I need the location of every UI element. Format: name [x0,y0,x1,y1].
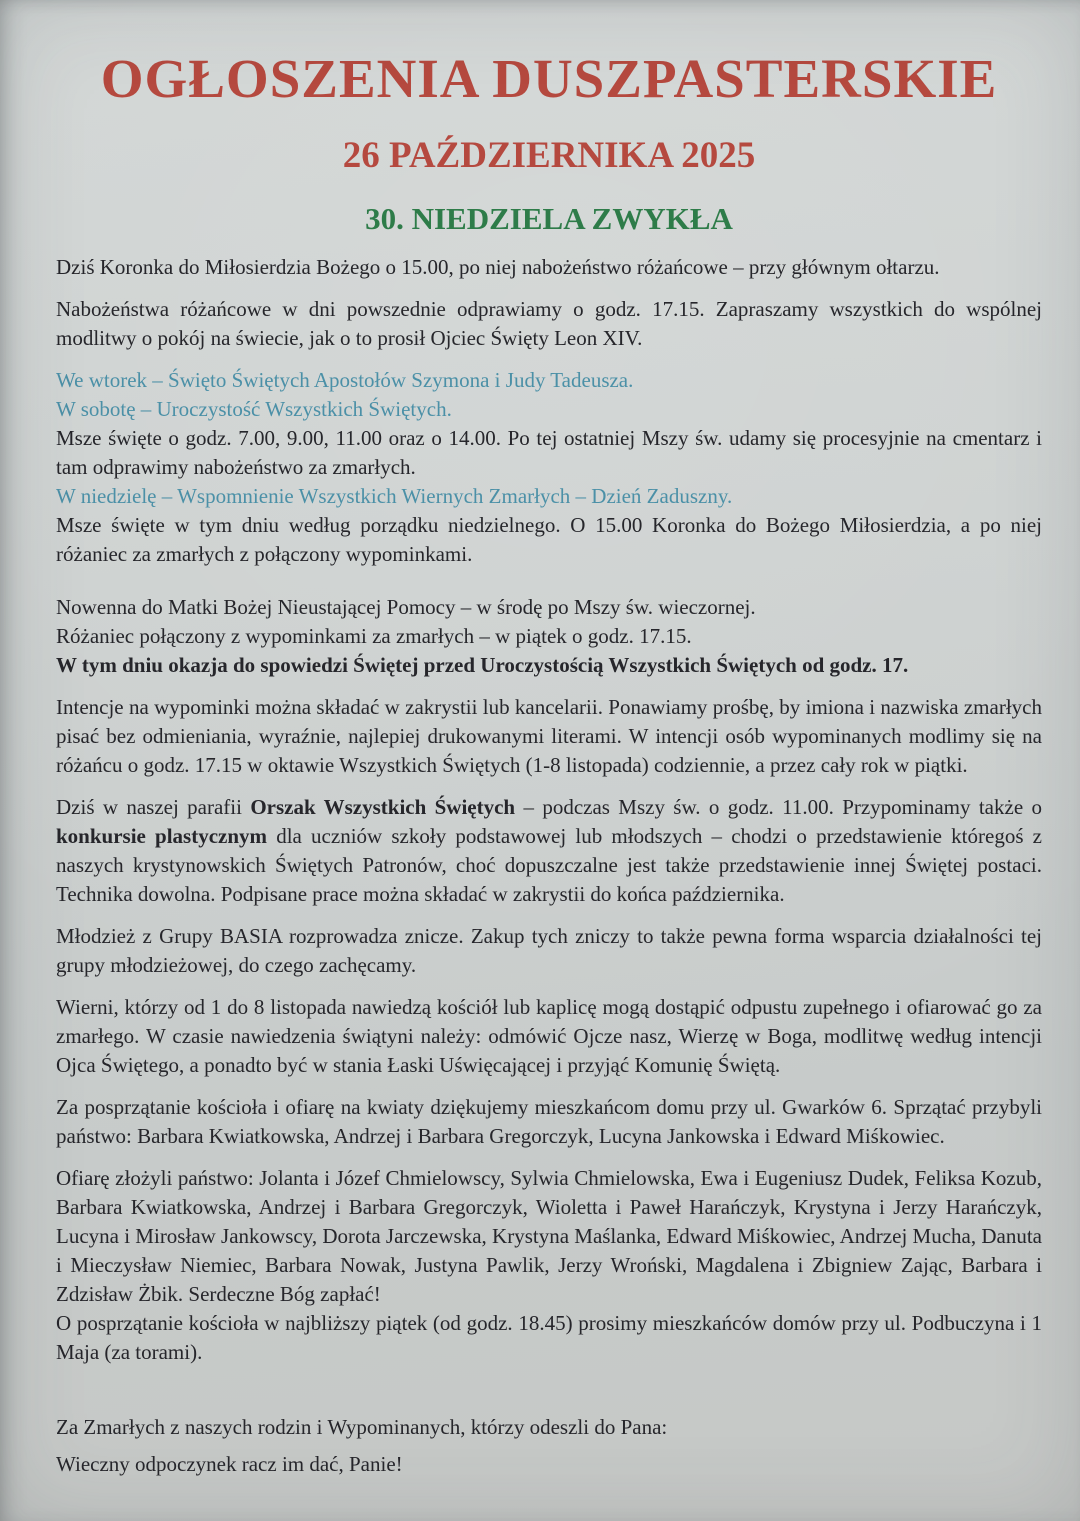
text-segment: Msze święte w tym dniu według porządku niedzielnego. O 15.00 Koronka do Bożego Miłosierdzia, a po niej różaniec za zmarłych z połączony wypominkami. [56,513,1042,567]
text-segment: Młodzież z Grupy BASIA rozprowadza znicze. Zakup tych zniczy to także pewna forma wsparcia działalności tej grupy młodzieżowej, do czego zachęcamy. [56,924,1042,978]
text-segment: Za posprzątanie kościoła i ofiarę na kwiaty dziękujemy mieszkańcom domu przy ul. Gwarków 6. Sprzątać przybyli państwo: Barbara Kwiatkowska, Andrzej i Barbara Gregorczyk, Lucyna Jankowska i Edward Miśkowiec. [56,1095,1042,1149]
text-segment: Dziś w naszej parafii [56,795,251,820]
paragraph-wieczny-odpoczynek [56,1450,1042,1479]
text-segment: We wtorek – Święto Świętych Apostołów Szymona i Judy Tadeusza. [56,368,634,393]
text-segment: Dziś Koronka do Miłosierdzia Bożego o 15.00, po niej nabożeństwo różańcowe – przy głównym ołtarzu. [56,255,940,280]
paragraph-nabozenstwa-rozancowe [56,295,1042,353]
paragraph-msze-dzien-zaduszny [56,511,1042,569]
text-segment: Intencje na wypominki można składać w zakrystii lub kancelarii. Ponawiamy prośbę, by imiona i nazwiska zmarłych pisać bez odmieniania, wyraźnie, najlepiej drukowanymi literami. W intencji osób wypominanych modlimy się na różańcu o godz. 17.15 w oktawie Wszystkich Świętych (1-8 listopada) codziennie, a przez cały rok w piątki. [56,695,1042,778]
text-segment: Wierni, którzy od 1 do 8 listopada nawiedzą kościół lub kaplicę mogą dostąpić odpustu zupełnego i ofiarować go za zmarłego. W czasie nawiedzenia świątyni należy: odmówić Ojcze nasz, Wierzę w Boga, modlitwę według intencji Ojca Świętego, a ponadto być w stania Łaski Uświęcającej i przyjąć Komunię Świętą. [56,995,1042,1078]
paragraph-spowiedz [56,651,1042,680]
paragraph-intencje-wypominki [56,693,1042,780]
text-segment: Różaniec połączony z wypominkami za zmarłych – w piątek o godz. 17.15. [56,624,692,649]
text-segment: O posprzątanie kościoła w najbliższy piątek (od godz. 18.45) prosimy mieszkańców domów przy ul. Podbuczyna i 1 Maja (za torami). [56,1311,1042,1365]
text-segment: W sobotę – Uroczystość Wszystkich Świętych. [56,397,452,422]
document-body [56,253,1042,1479]
announcement-date: 26 PAŹDZIERNIKA 2025 [342,134,756,176]
text-segment: Ofiarę złożyli państwo: Jolanta i Józef Chmielowscy, Sylwia Chmielowska, Ewa i Eugeniusz Dudek, Feliksa Kozub, Barbara Kwiatkowska, Andrzej i Barbara Gregorczyk, Wioletta i Paweł Harańczyk, Krystyna i Jerzy Harańczyk, Lucyna i Mirosław Jankowscy, Dorota Jarczewska, Krystyna Maślanka, Edward Miśkowiec, Andrzej Mucha, Danuta i Mieczysław Niemiec, Barbara Nowak, Justyna Pawlik, Jerzy Wroński, Magdalena i Zbigniew Zając, Barbara i Zdzisław Żbik. Serdeczne Bóg zapłać! [56,1166,1042,1307]
feast-line-saturday [56,395,1042,424]
text-segment: dla uczniów szkoły podstawowej lub młodszych – chodzi o przedstawienie któregoś z naszych krystynowskich Świętych Patronów, choć dopuszczalne jest także przedstawienie innej Świętej postaci. Technika dowolna. Podpisane prace można składać w zakrystii do końca października. [56,824,1043,907]
paragraph-ofiary-lista [56,1164,1042,1309]
text-segment: – podczas Mszy św. o godz. 11.00. Przypominamy także o [515,795,1042,820]
text-segment: Za Zmarłych z naszych rodzin i Wypominanych, którzy odeszli do Pana: [56,1415,668,1440]
feast-line-sunday-zaduszny [56,482,1042,511]
liturgical-sunday-heading: 30. NIEDZIELA ZWYKŁA [365,200,733,236]
paragraph-msze-wszystkich-swietych [56,424,1042,482]
text-segment: Wieczny odpoczynek racz im dać, Panie! [56,1452,403,1477]
paragraph-odpust-zupelny [56,993,1042,1080]
paragraph-rozaniec-wypominki [56,622,1042,651]
paragraph-sprzatanie-podziekowanie [56,1093,1042,1151]
paragraph-sprzatanie-prosba [56,1309,1042,1367]
paragraph-nowenna [56,593,1042,622]
feast-line-tuesday [56,366,1042,395]
text-segment: W tym dniu okazja do spowiedzi Świętej przed Uroczystością Wszystkich Świętych od godz. 17. [56,653,909,678]
text-segment: Nabożeństwa różańcowe w dni powszednie odprawiamy o godz. 17.15. Zapraszamy wszystkich do wspólnej modlitwy o pokój na świecie, jak o to prosił Ojciec Święty Leon XIV. [56,297,1042,351]
paragraph-za-zmarlych [56,1413,1042,1442]
text-segment: W niedzielę – Wspomnienie Wszystkich Wiernych Zmarłych – Dzień Zaduszny. [56,484,733,509]
text-segment: konkursie plastycznym [56,824,268,849]
text-segment: Nowenna do Matki Bożej Nieustającej Pomocy – w środę po Mszy św. wieczornej. [56,595,756,620]
text-segment: Orszak Wszystkich Świętych [250,795,516,820]
paragraph-koronka-dzis [56,253,1042,282]
paragraph-znicze-basia [56,922,1042,980]
text-segment: Msze święte o godz. 7.00, 9.00, 11.00 oraz o 14.00. Po tej ostatniej Mszy św. udamy się procesyjnie na cmentarz i tam odprawimy nabożeństwo za zmarłych. [56,426,1042,480]
paragraph-orszak-konkurs [56,793,1042,909]
page-title: OGŁOSZENIA DUSZPASTERSKIE [100,48,998,109]
